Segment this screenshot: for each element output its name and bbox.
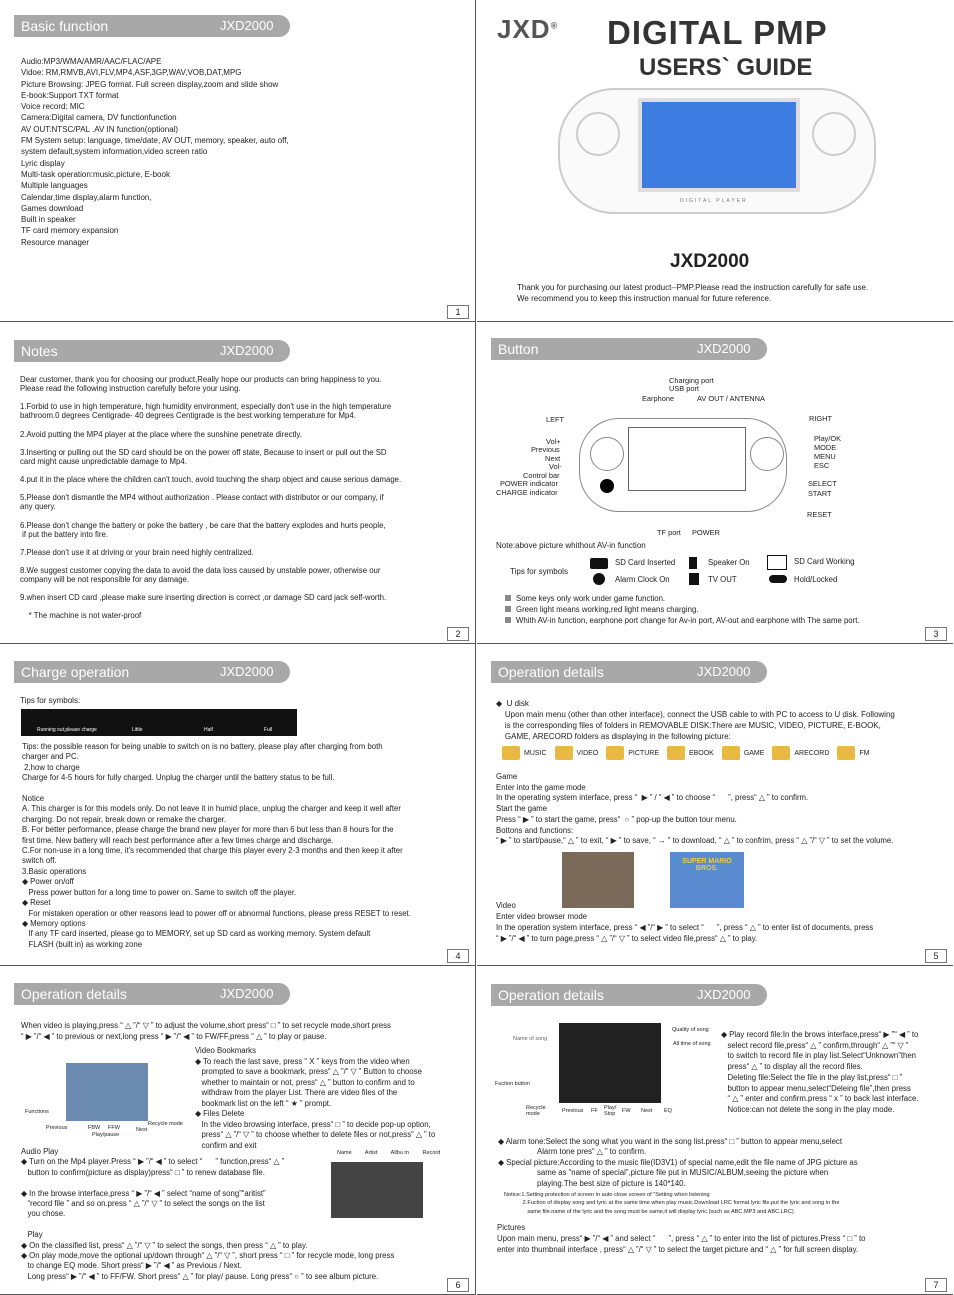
folder-icon: [837, 746, 855, 760]
label-recycle: Recycle mode: [526, 1105, 546, 1117]
brand-logo: [497, 14, 558, 45]
battery-half-label: Half: [204, 727, 213, 733]
model-label: JXD2000: [220, 986, 274, 1001]
label-function-button: Fuction button: [495, 1081, 530, 1087]
model-label: JXD2000: [220, 343, 274, 358]
folder-icon: [502, 746, 520, 760]
keep-text: We recommend you to keep this instruction manual for future reference.: [517, 294, 772, 303]
folder-item[interactable]: [502, 750, 547, 757]
label-ff: FF: [591, 1108, 598, 1114]
feature-line: Resource manager: [21, 237, 90, 247]
folder-name: FM: [859, 749, 870, 757]
video-screenshot: [66, 1063, 148, 1121]
page-number: 7: [925, 1278, 947, 1292]
label-vol-minus: Vol-: [549, 462, 562, 471]
label-right: RIGHT: [809, 414, 832, 423]
bullet-item: [505, 593, 860, 604]
col-artist: Artist: [364, 1150, 378, 1156]
label-select: SELECT: [808, 479, 837, 488]
panel-operation-7: [477, 966, 953, 1295]
symbol-alarm: Alarm Clock On: [615, 575, 670, 584]
label-reset: RESET: [807, 510, 832, 519]
label-all-time: All time of song: [673, 1041, 711, 1047]
folder-name: MUSIC: [524, 749, 547, 757]
section-header: [14, 15, 290, 37]
label-play-pause: Play/pause: [92, 1132, 120, 1138]
udisk-text: ◆ U disk Upon main menu (other than other interface), connect the USB cable to with PC to access to U disk. Following is the corresponding files of folders in REMOVABLE DISK:There are MUSIC, VIDEO, PICTURE, E-BOOK, GAME, ARECORD folders as displaying in the following picture:: [496, 699, 895, 741]
folder-icon: [555, 746, 573, 760]
section-header: [14, 661, 290, 683]
section-title: Charge operation: [21, 664, 130, 680]
battery-full-label: Full: [264, 727, 273, 733]
model-label: JXD2000: [220, 18, 274, 33]
tv-out-icon: [689, 573, 699, 585]
label-vol-plus: Vol+: [546, 437, 561, 446]
section-header: [14, 983, 290, 1005]
folder-name: GAME: [743, 749, 765, 757]
feature-line: Vidoe: RM,RMVB,AVI,FLV,MP4,ASF,3GP,WAV,VOB,DAT,MPG: [21, 68, 242, 78]
battery-empty-label: Running out,please charge: [37, 727, 97, 733]
bullet-square-icon: [505, 617, 511, 623]
feature-line: E-book:Support TXT format: [21, 90, 119, 100]
charge-text: Tips: the possible reason for being unable to switch on is no battery, please play after charging from both charger and PC. 2,how to charge Charge for 4-5 hours for fully charged. Unplug the charger until the battery status to be full. Notice A. This charger is for this models only. Do not leave it in humid place, unplug the charger and keep it well after charging. Do not repair, break down or remake the charger. B. For better performance, please charge the brand new player for more than 6 but less than 8 hours for the first time. New battery will reach best performance after a few times charge and discharge. C.For non-use in a long time, it's recommended that charge this player every 2-3 months and then keep it after switch off. 3.Basic operations ◆ Power on/off Press power button for a long time to power on. Same to switch off the player. ◆ Reset For mistaken operation or other reasons lead to power off or abnormal functions, please press RESET to reset. ◆ Memory options If any TF card inserted, please go to MEMORY, set up SD card as working memory. System default FLASH (built in) as working zone: [22, 742, 411, 949]
device-outline: [579, 418, 787, 512]
tips-title: Tips for symbols: [510, 567, 568, 576]
bullet-text: Whith AV-in function, earphone port change for Av-in port, AV-out and earphone with The same port.: [516, 616, 860, 625]
panel-operation-6: [0, 966, 476, 1295]
label-previous: Previous: [562, 1108, 584, 1114]
feature-list: [21, 56, 289, 248]
folder-name: ARECORD: [794, 749, 830, 757]
play-record-text: ◆ Play record file:In the brows interface,press“ ▶ ”“ ◀ ” to select record file,press“ △ ” confirm,through“ △ ”“ ▽ ” to switch to record file in play list.Select“Unknown”then press“ △ ” to display all the record files. Deleting file:Select the file in the play list,press“ □ ” button to appear menu,select“Deleing file”,then press “ △ ” enter and confirm.press “ x ” to back last interface. Notice:can not delete the song in the play mode.: [721, 1030, 919, 1114]
sd-inserted-icon: [590, 558, 608, 569]
feature-line: system default,system information,video screen ratio: [21, 147, 208, 157]
label-next: Next: [641, 1108, 653, 1114]
screen: [638, 98, 800, 192]
label-av-out: AV OUT / ANTENNA: [697, 394, 765, 403]
label-charge-indicator: CHARGE indicator: [496, 488, 558, 497]
music-screenshot: [559, 1023, 661, 1103]
feature-line: Camera:Digital camera, DV functionfunction: [21, 113, 177, 123]
feature-line: Multiple languages: [21, 181, 88, 191]
bullet-square-icon: [505, 595, 511, 601]
label-esc: ESC: [814, 461, 830, 470]
folder-name: PICTURE: [628, 749, 659, 757]
page-number: 1: [447, 305, 469, 319]
label-quality: Quality of song: [672, 1027, 709, 1033]
feature-line: AV OUT:NTSC/PAL .AV IN function(optional): [21, 124, 179, 134]
panel-notes: [0, 322, 476, 644]
game-text: Game Enter into the game mode In the operating system interface, press “ ▶ ” / “ ◀ ” to choose “ ”, press“ △ ” to confirm. Start the game Press “ ▶ ” to start the game, press“ ○ ” pop-up the button tour menu. Bottons and functions: “ ▶ ” to start/pause,“ △ ” to exit, “ ▶ ” to save, “ → ” to download, “ △ ” to confrim, press “ △ ”/“ ▽ ” to set the volume.: [496, 772, 894, 846]
symbol-tv-out: TV OUT: [708, 575, 737, 584]
folder-item[interactable]: [667, 750, 714, 757]
bullet-text: Some keys only work under game function.: [516, 594, 666, 603]
video-text: Video Enter video browser mode In the operation system interface, press “ ◀ ”/“ ▶ ” to select “ ”, press “ △ ” to enter list of documents, press “ ▶ ”/“ ◀ ” to turn page,press “ △ ”/“ ▽ ” to select video file,press“ △ ” to play.: [496, 901, 874, 943]
bullet-list: [505, 593, 860, 626]
cover-model: JXD2000: [670, 251, 750, 272]
panel-operation-5: [477, 644, 953, 966]
label-usb-port: USB port: [669, 384, 699, 393]
bullet-square-icon: [505, 606, 511, 612]
battery-little-label: Little: [132, 727, 143, 733]
label-previous: Previous: [46, 1125, 68, 1131]
label-left: LEFT: [546, 415, 565, 424]
logo-text: JXD: [497, 14, 551, 44]
page-number: 5: [925, 949, 947, 963]
page-number: 3: [925, 627, 947, 641]
alarm-icon: [593, 573, 605, 585]
cover-subtitle: USERS` GUIDE: [639, 54, 813, 81]
device-illustration: [558, 88, 876, 214]
label-next: Next: [136, 1127, 148, 1133]
label-ffw: FFW: [108, 1125, 120, 1131]
label-name-of-song: Name of song: [513, 1036, 548, 1042]
folder-icon: [606, 746, 624, 760]
folder-item[interactable]: [555, 750, 599, 757]
cover-title: DIGITAL PMP: [607, 14, 828, 51]
symbol-speaker-on: Speaker On: [708, 558, 750, 567]
video-intro: When video is playing,press “ △ ”/“ ▽ ” to adjust the volume,short press“ □ ” to set recycle mode,short press “ ▶ ”/“ ◀ ” to previous or next,long press “ ▶ ”/“ ◀ ” to FW/FF,press “ △ ” to play or pause.: [21, 1021, 391, 1041]
control-bar-icon: [600, 479, 614, 493]
speaker-icon: [689, 557, 697, 569]
folder-item[interactable]: [606, 750, 659, 757]
label-charging-port: Charging port: [669, 376, 714, 385]
dpad-icon: [576, 112, 620, 156]
label-next: Next: [545, 454, 561, 463]
label-fw: FW: [622, 1108, 631, 1114]
abxy-icon: [750, 437, 784, 471]
folder-item[interactable]: [772, 750, 829, 757]
section-title: Button: [498, 341, 539, 357]
model-label: JXD2000: [697, 664, 751, 679]
tips-label: Tips for symbols:: [20, 696, 81, 705]
section-title: Operation details: [21, 986, 127, 1002]
av-note: Note:above picture whithout AV-in function: [496, 541, 646, 550]
feature-line: Picture Browsing: JPEG format. Full screen display,zoom and slide show: [21, 79, 279, 89]
thanks-text: Thank you for purchasing our latest product--PMP.Please read the instruction carefully for safe use.: [517, 283, 869, 292]
bookmarks-text: Video Bookmarks ◆ To reach the last save, press “ X ” keys from the video when prompted to save a bookmark, press“ △ ”/“ ▽ ” Button to choose whether to maintain or not, press“ △ ” button to confirm and to withdraw from the player List. There are video files of the bookmark list on the left “ ★ ” prompt. ◆ Files Delete In the video browsing interface, press“ □ ” to decide pop-up option, press“ △ ”/“ ▽ ” to choose whether to delete files or not,press“ △ ” to confirm and exit: [195, 1046, 436, 1150]
section-header: [491, 984, 767, 1006]
symbol-hold: Hold/Locked: [794, 575, 838, 584]
label-previous: Previous: [531, 445, 560, 454]
mario-title: SUPER MARIO BROS.: [682, 858, 732, 872]
bullet-item: [505, 604, 860, 615]
battery-strip: [21, 709, 297, 736]
model-label: JXD2000: [220, 664, 274, 679]
page-number: 4: [447, 949, 469, 963]
panel-button: [477, 322, 953, 644]
section-title: Operation details: [498, 664, 604, 680]
feature-line: Calendar,time display,alarm function,: [21, 192, 152, 202]
feature-line: Audio:MP3/WMA/AMR/AAC/FLAC/APE: [21, 57, 162, 66]
model-label: JXD2000: [697, 341, 751, 356]
section-title: Notes: [21, 343, 58, 359]
symbol-sd-working: SD Card Working: [794, 557, 855, 566]
label-earphone: Earphone: [642, 394, 675, 403]
label-tf-port: TF port: [657, 528, 681, 537]
symbol-sd-inserted: SD Card Inserted: [615, 558, 676, 567]
label-power-indicator: POWER indicator: [500, 479, 558, 488]
dpad-icon: [590, 437, 624, 471]
notice-text: Notice:1.Setting protection of screen in auto close screen of "Setting when listening 2.Fuction of display song and lyric at the same time when play music.Download LRC format lyric file.put the lyric and song in the same file.name of the lyric and the song must be same,it will display lyric.(such as ABC.MP3 and ABC.LRC): [504, 1192, 840, 1215]
bullet-text: Green light means working,red light means charging.: [516, 605, 699, 614]
folder-item[interactable]: [837, 750, 869, 757]
label-power: POWER: [692, 528, 720, 537]
key-lock-icon: [769, 575, 787, 583]
action-buttons-icon: [812, 112, 856, 156]
feature-line: Games download: [21, 203, 84, 213]
alarm-text: ◆ Alarm tone:Select the song what you want in the song list.press“ □ ” button to appear menu,select Alarm tone pres“ △ ” to confirm. ◆ Special picture:According to the music file(ID3V1) of special name,edit the file name of JPG picture as same as “name of special”,picture file put in MUSIC/ALBUM,seeing the picture when playing.The best size of picture is 140*140.: [498, 1137, 858, 1188]
label-control-bar: Control bar: [523, 471, 560, 480]
feature-line: Built in speaker: [21, 215, 76, 225]
col-album: Allbu m: [390, 1150, 410, 1156]
label-functions: Functions: [25, 1109, 49, 1115]
folder-icon: [667, 746, 685, 760]
label-play-stop: Play/ Stop: [604, 1105, 617, 1117]
section-header: [491, 661, 767, 683]
model-label: JXD2000: [697, 987, 751, 1002]
label-mode: MODE: [814, 443, 837, 452]
notes-text: Dear customer, thank you for choosing our product,Really hope our products can bring happiness to you. Please read the following instruction carefully before your using. 1.Forbid to use in high temperature, high humidity environment, especially don't use in the high temperature bathroom.0 degrees Centigrade- 40 degrees Centigrade is the best working temperature for Mp4. 2.Avoid putting the MP4 player at the place where the sunshine penetrate directly. 3.Inserting or pulling out the SD card should be on the power off state, Because to insert or pull out the SD card might cause unpredictable damage to Mp4. 4.put it in the place where the children can't touch, avoid touching the sharp object and cause serious damage. 5.Please don't dismantle the MP4 without authorization . Please contact with distributor or our company, if any query. 6.Please don't change the battery or poke the battery , be care that the battery explodes and hurts people, if put the battery into fire. 7.Please don't use it at driving or your brain need highly centralized. 8.We suggest customer copying the data to avoid the data loss caused by unstable power, otherwise our company will be not responsible for any damage. 9.when insert CD card ,please make sure inserting direction is correct ,or damage SD card jack self-worth. * The machine is not water-proof: [20, 375, 402, 621]
pictures-text: Pictures Upon main menu, press“ ▶ ”/“ ◀ ” and select “ ”, press “ △ ” to enter into the list of pictures.Press “ □ ” to enter into thumbnail interface , press“ △ ”/“ ▽ ” to select the target picture and “ △ ” for full screen display.: [497, 1223, 866, 1255]
section-title: Operation details: [498, 987, 604, 1003]
page-number: 2: [447, 627, 469, 641]
col-record: Record: [422, 1150, 441, 1156]
bullet-item: [505, 615, 860, 626]
feature-line: Lyric display: [21, 158, 65, 168]
panel-charge: [0, 644, 476, 966]
device-screen: [628, 427, 746, 491]
label-recycle-mode: Recycle mode: [148, 1121, 183, 1127]
page-number: 6: [447, 1278, 469, 1292]
label-fbw: FBW: [88, 1125, 101, 1131]
folder-name: EBOOK: [688, 749, 714, 757]
label-play-ok: Play/OK: [814, 434, 842, 443]
folder-icon: [722, 746, 740, 760]
feature-line: FM System setup: language, time/date, AV OUT, memory, speaker, auto off,: [21, 136, 289, 146]
folder-row: [502, 746, 869, 760]
feature-line: Voice record: MIC: [21, 102, 85, 112]
label-menu: MENU: [814, 452, 836, 461]
feature-line: TF card memory expansion: [21, 226, 119, 236]
audio-text: Audio Play ◆ Turn on the Mp4 player.Press “ ▶ ”/“ ◀ ” to select “ ” function,press“ △ ” button to confirm(picture as display)press“ □ ” to renew database file. ◆ In the browse interface,press “ ▶ ”/“ ◀ ” select “name of song”“aritist” “record file ” and so on.press “ △ ”/“ ▽ ” to select the songs on the list you chose. Play ◆ On the classified list, press“ △ ”/“ ▽ ” to select the songs, then press “ △ ” to play. ◆ On play mode,move the optional up/down through“ △ ”/“ ▽ ”, short press “ □ ” for recycle mode, long press to change EQ mode. Short press“ ▶ ”/“ ◀ ” as Previous / Next. Long press“ ▶ ”/“ ◀ ” to FF/FW. Short press“ △ ” for play/ pause. Long press“ ○ ” to see album picture.: [21, 1147, 395, 1281]
device-label: DIGITAL PLAYER: [680, 198, 748, 204]
sd-working-icon: [767, 555, 787, 570]
label-eq: EQ: [664, 1108, 672, 1114]
feature-line: Multi-task operation:music,picture, E-book: [21, 169, 170, 179]
col-name: Name: [337, 1150, 352, 1156]
folder-item[interactable]: [722, 750, 765, 757]
panel-basic-function: [0, 0, 476, 322]
section-title: Basic function: [21, 18, 109, 34]
label-start: START: [808, 489, 832, 498]
section-header: [491, 338, 767, 360]
section-header: [14, 340, 290, 362]
folder-icon: [772, 746, 790, 760]
registered-mark: ®: [550, 20, 559, 31]
panel-cover: [477, 0, 953, 322]
folder-name: VIDEO: [576, 749, 599, 757]
